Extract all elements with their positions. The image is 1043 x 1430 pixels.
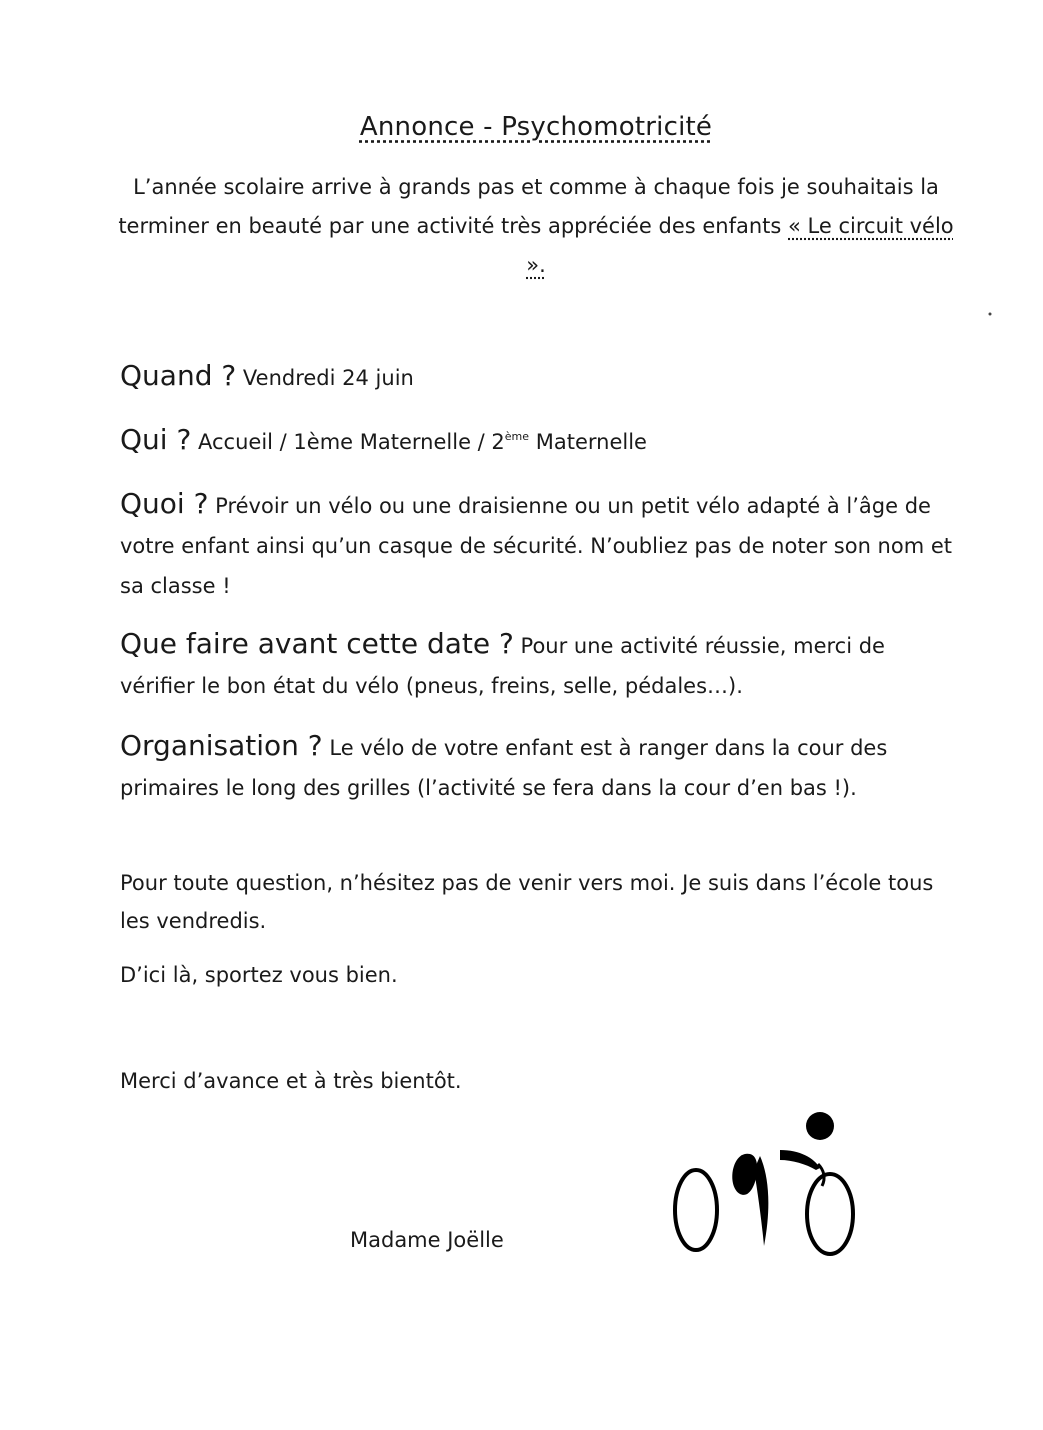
quand-label: Quand ? [120,359,237,392]
cyclist-head [806,1112,834,1140]
sportez-paragraph: D’ici là, sportez vous bien. [120,963,398,987]
signature: Madame Joëlle [350,1228,504,1252]
qui-text-after: Maternelle [535,430,647,454]
quand-section [120,356,960,398]
avant-section [120,624,960,706]
merci-paragraph: Merci d’avance et à très bientôt. [120,1069,462,1093]
question-paragraph: Pour toute question, n’hésitez pas de venir vers moi. Je suis dans l’école tous les vendredis. [120,871,934,933]
cyclist-leg [754,1156,768,1246]
avant-text: Pour une activité réussie, merci de vérifier le bon état du vélo (pneus, freins, selle, pédales…). [120,634,885,698]
qui-label: Qui ? [120,423,192,456]
intro-paragraph [110,168,962,285]
front-wheel [675,1170,717,1250]
scan-speck [988,312,992,316]
cyclist-arm [780,1150,820,1170]
quand-text: Vendredi 24 juin [242,366,414,390]
avant-label: Que faire avant cette date ? [120,627,514,660]
qui-superscript: ème [504,430,530,443]
quoi-label: Quoi ? [120,487,209,520]
qui-section [120,420,960,462]
organisation-label: Organisation ? [120,729,323,762]
quoi-text: Prévoir un vélo ou une draisienne ou un petit vélo adapté à l’âge de votre enfant ainsi qu’un casque de sécurité. N’oubliez pas de noter son nom et sa classe ! [120,494,953,598]
page-title: Annonce - Psychomotricité [359,112,713,142]
qui-text: Accueil / 1ème Maternelle / 2 [198,430,505,454]
quoi-section [120,484,960,606]
cyclist-torso [732,1154,757,1195]
circuit-velo-label: « Le circuit vélo ». [526,214,954,277]
cyclist-icon [668,1108,860,1258]
organisation-text: Le vélo de votre enfant est à ranger dans la cour des primaires le long des grilles (l’activité se fera dans la cour d’en bas !). [120,736,888,800]
intro-text: L’année scolaire arrive à grands pas et comme à chaque fois je souhaitais la terminer en beauté par une activité très appréciée des enfants [118,175,939,238]
rear-wheel [807,1174,853,1254]
organisation-section [120,726,960,808]
